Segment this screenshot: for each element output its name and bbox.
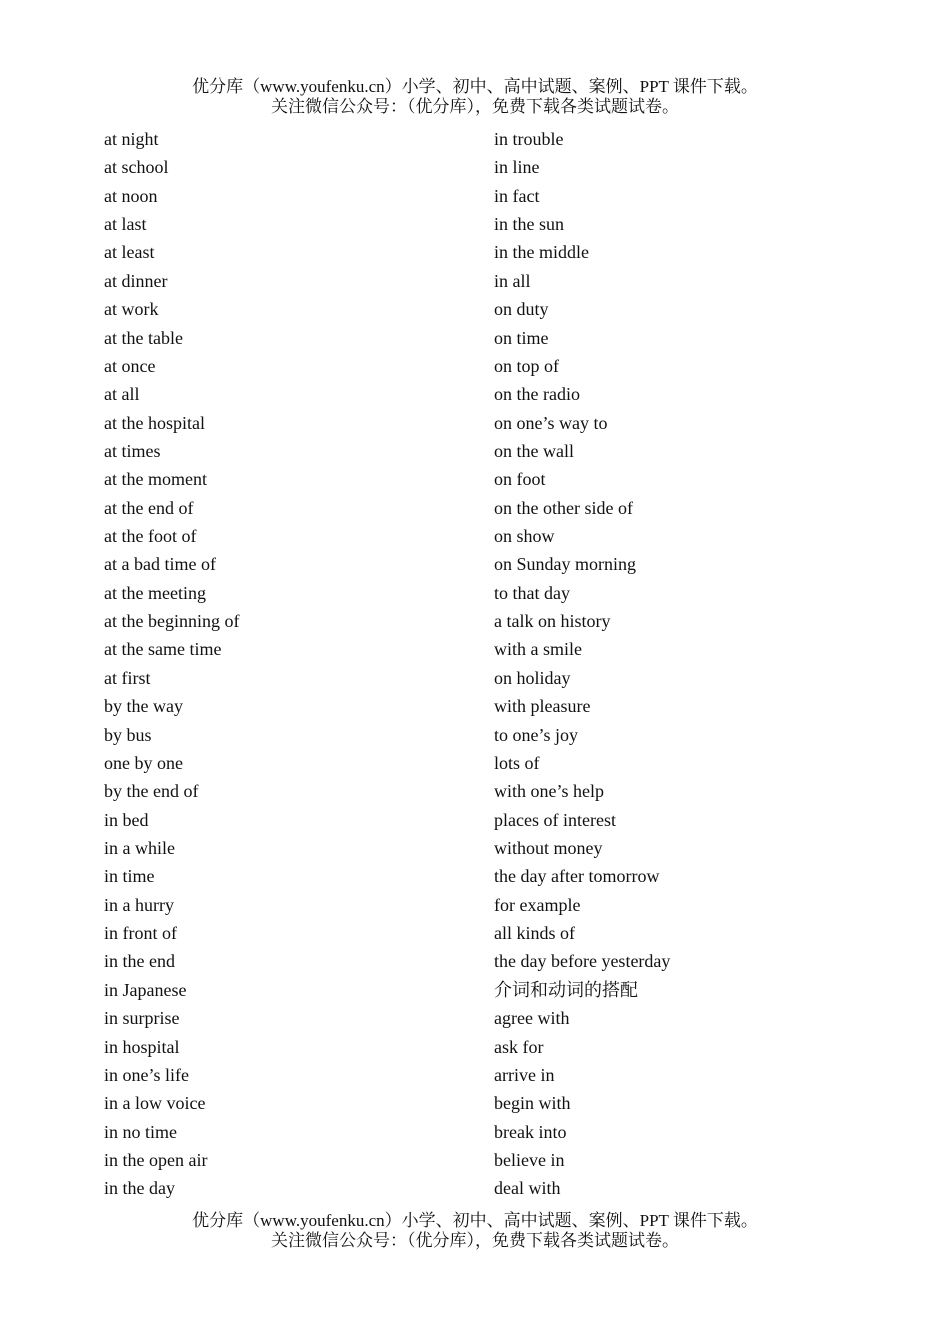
right-phrase-column [494,125,874,1203]
phrase-item: at the table [104,327,183,348]
phrase-item: in trouble [494,129,564,149]
phrase-item: in a hurry [104,894,174,915]
phrase-item: at a bad time of [104,554,216,575]
phrase-item: in no time [104,1121,177,1142]
phrase-item: places of interest [494,809,616,830]
phrase-item: in hospital [104,1036,180,1057]
phrase-item: at night [104,129,159,149]
phrase-item: on foot [494,469,546,490]
header-line-1: 优分库（www.youfenku.cn）小学、初中、高中试题、案例、PPT 课件下载。 [192,77,758,96]
phrase-item: at times [104,440,161,461]
phrase-item: at the beginning of [104,611,240,632]
footer-line-2: 关注微信公众号：（优分库），免费下载各类试题试卷。 [271,1231,679,1250]
phrase-item: at all [104,384,140,405]
phrase-item: in the open air [104,1149,208,1170]
phrase-item: on Sunday morning [494,554,636,575]
header-line-2: 关注微信公众号：（优分库），免费下载各类试题试卷。 [271,97,679,116]
phrase-item: the day before yesterday [494,951,671,972]
phrase-item: at the end of [104,497,194,518]
phrase-item: for example [494,894,581,915]
phrase-item: at noon [104,185,158,206]
phrase-item: at the foot of [104,526,197,547]
phrase-item: one by one [104,752,183,773]
phrase-item: in the sun [494,214,564,235]
phrase-item: at least [104,242,155,263]
phrase-item: in surprise [104,1008,180,1029]
phrase-item: on one’s way to [494,412,608,433]
phrase-item: ask for [494,1036,544,1057]
phrase-item: on holiday [494,667,571,688]
phrase-item: in all [494,270,531,291]
phrase-item: to that day [494,582,570,603]
phrase-item: at the meeting [104,582,206,603]
phrase-item: in bed [104,809,149,830]
phrase-item: in one’s life [104,1064,189,1085]
phrase-item: in a low voice [104,1093,206,1114]
phrase-item: break into [494,1121,567,1142]
phrase-item: in the day [104,1178,175,1199]
phrase-item: deal with [494,1178,561,1199]
phrase-item: by the way [104,696,183,717]
phrase-item: at once [104,355,156,376]
page-footer [0,1211,950,1251]
phrase-item: begin with [494,1093,571,1114]
phrase-item: the day after tomorrow [494,866,660,887]
phrase-item: by the end of [104,781,199,802]
phrase-item: in a while [104,837,175,858]
phrase-item: all kinds of [494,923,575,944]
left-phrase-column [104,125,484,1203]
phrase-item: on the other side of [494,497,633,518]
phrase-item: believe in [494,1149,565,1170]
phrase-item: on top of [494,355,559,376]
phrase-item: arrive in [494,1064,555,1085]
phrase-item: in the end [104,951,175,972]
phrase-item: in front of [104,923,177,944]
phrase-item: in line [494,157,540,178]
phrase-item: at school [104,157,169,178]
phrase-item: on show [494,526,555,547]
phrase-item: at the same time [104,639,222,660]
phrase-item: in fact [494,185,540,206]
phrase-item: by bus [104,724,152,745]
page-header [0,77,950,117]
phrase-item: on the wall [494,440,574,461]
phrase-item: on the radio [494,384,580,405]
phrase-item: in Japanese [104,979,187,1000]
phrase-item: at the hospital [104,412,205,433]
phrase-item: on time [494,327,549,348]
phrase-item: with pleasure [494,696,591,717]
phrase-item: with one’s help [494,781,604,802]
footer-line-1: 优分库（www.youfenku.cn）小学、初中、高中试题、案例、PPT 课件下载。 [192,1211,758,1230]
phrase-item: 介词和动词的搭配 [494,979,638,1000]
phrase-item: lots of [494,752,540,773]
phrase-item: without money [494,837,603,858]
phrase-item: at last [104,214,147,235]
phrase-item: at work [104,299,159,320]
phrase-item: in time [104,866,155,887]
phrase-item: at dinner [104,270,168,291]
phrase-item: to one’s joy [494,724,578,745]
phrase-item: on duty [494,299,549,320]
phrase-item: with a smile [494,639,582,660]
phrase-item: agree with [494,1008,570,1029]
phrase-item: at first [104,667,151,688]
phrase-item: in the middle [494,242,589,263]
phrase-item: a talk on history [494,611,611,632]
phrase-item: at the moment [104,469,207,490]
